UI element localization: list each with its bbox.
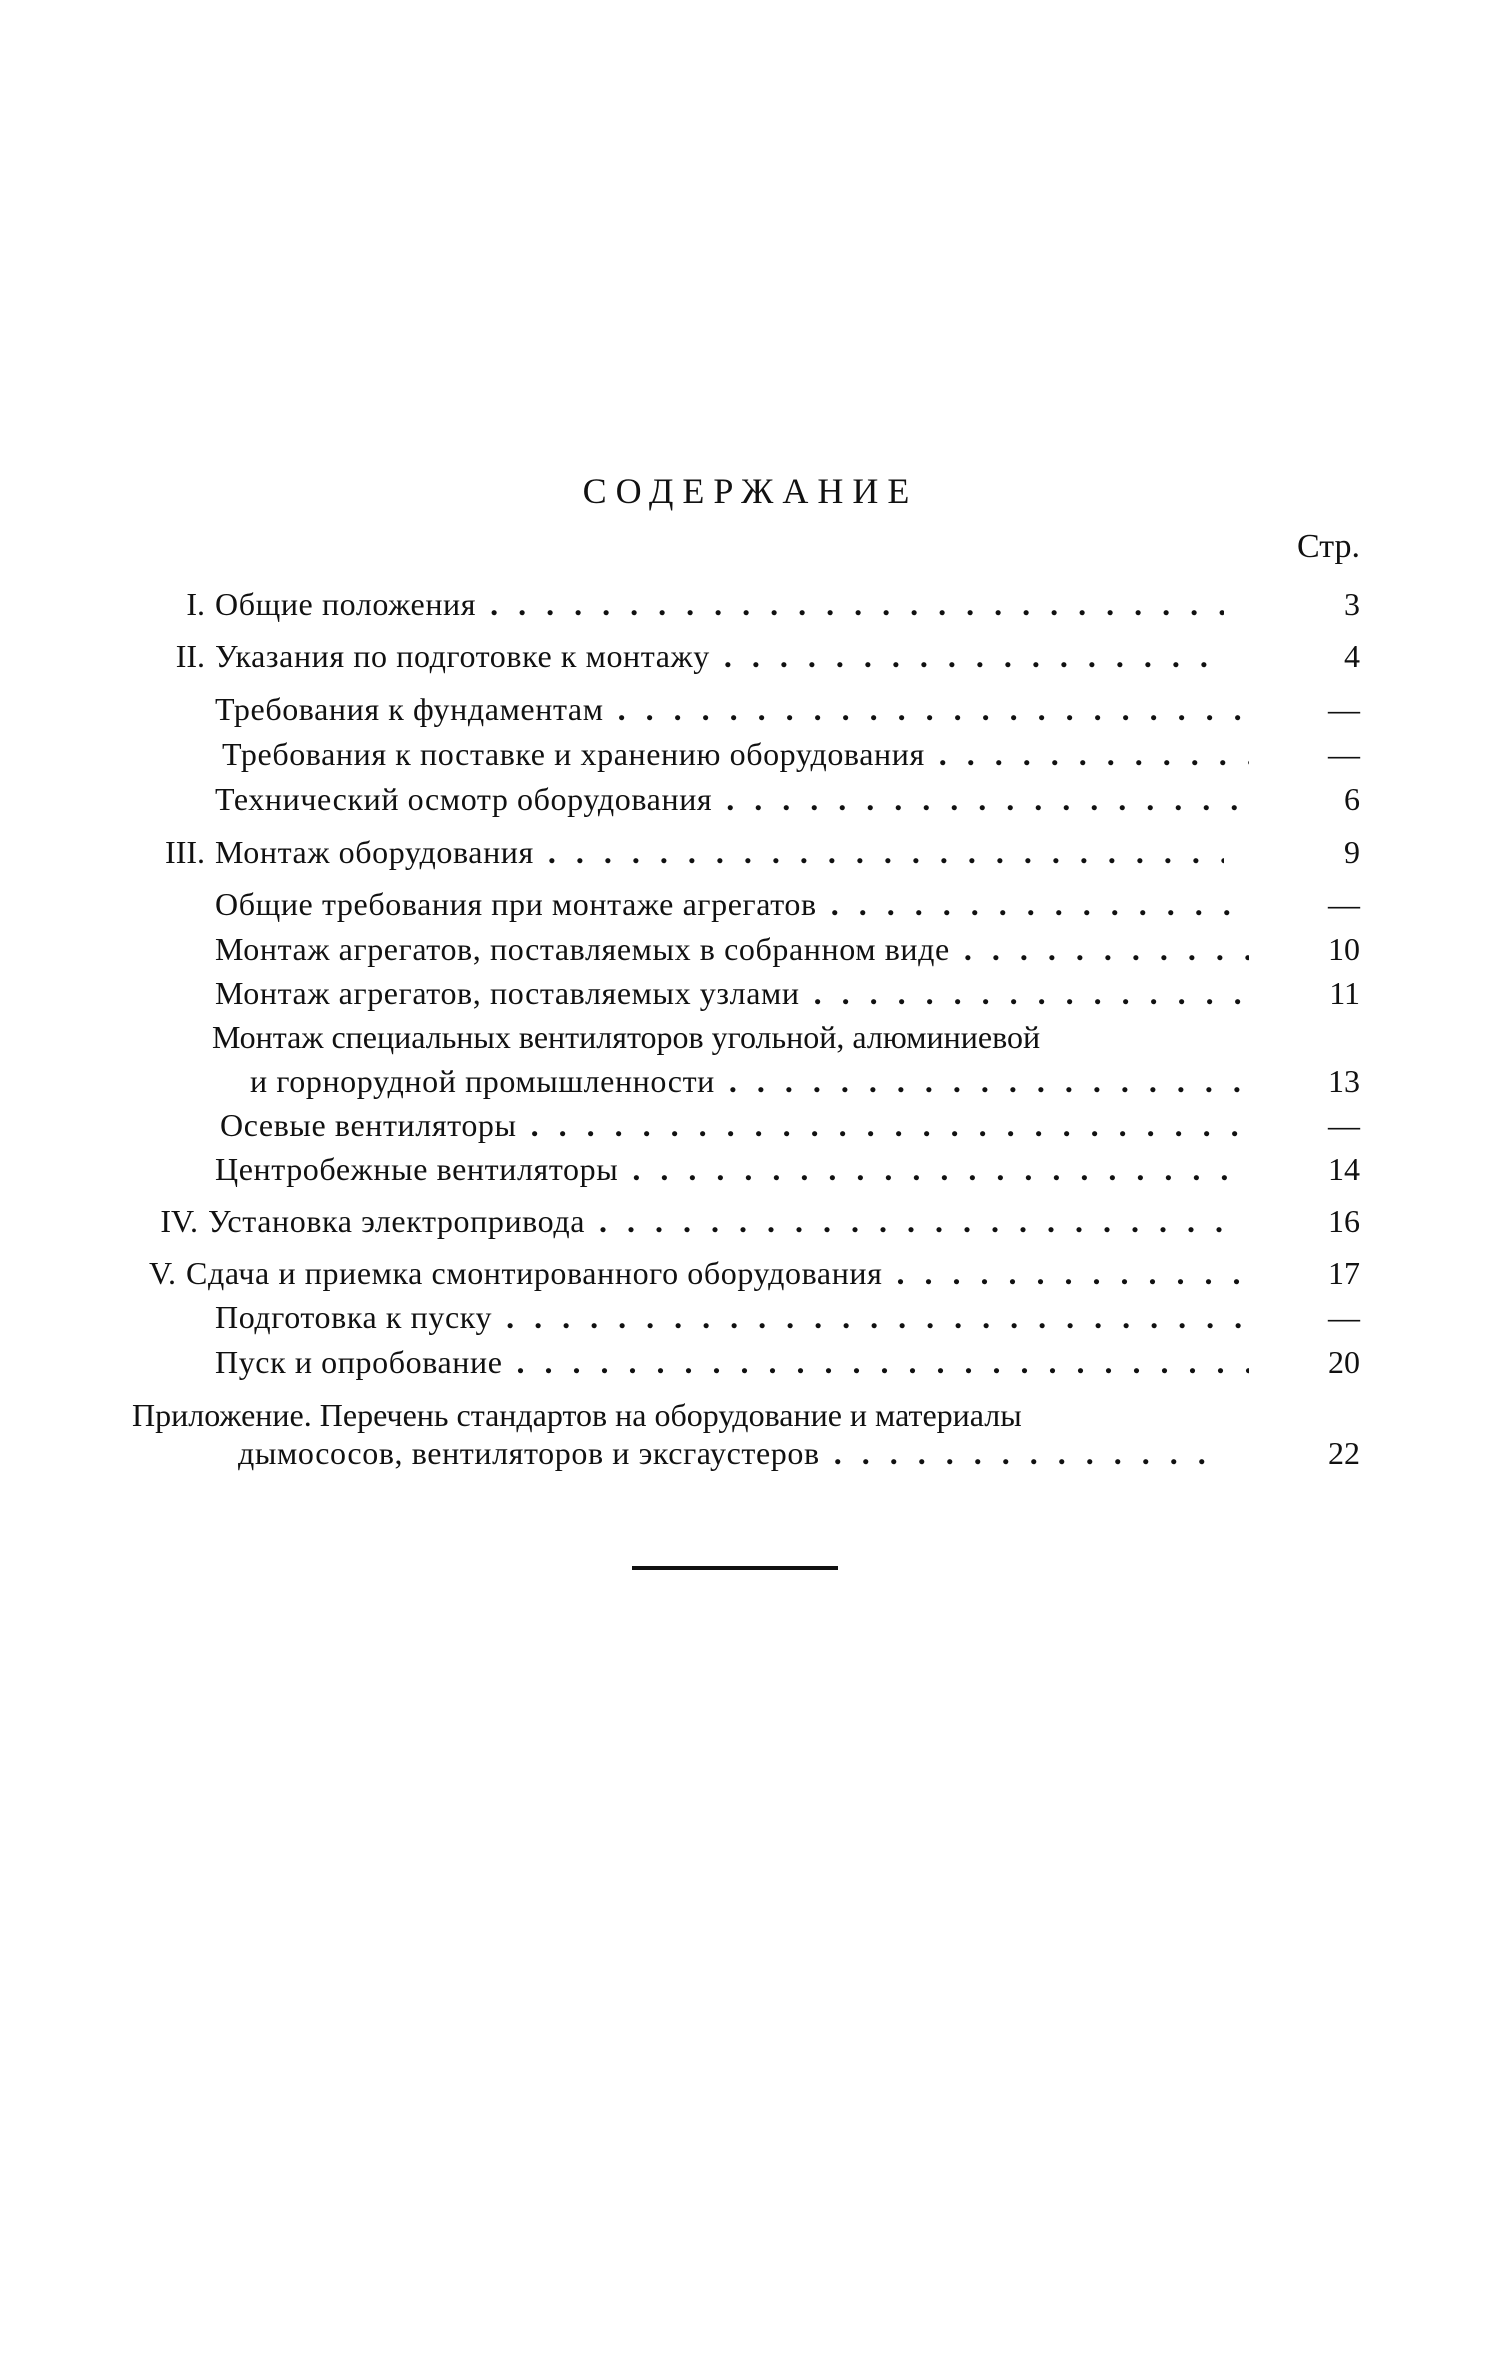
toc-entry-number: I.: [186, 586, 205, 622]
toc-entry-title: Требования к поставке и хранению оборудования: [222, 736, 925, 772]
dot-leader: [831, 885, 1249, 923]
dot-leader: [834, 1434, 1212, 1472]
dot-leader: [517, 1343, 1249, 1381]
toc-entry-title: Центробежные вентиляторы: [215, 1151, 619, 1187]
dot-leader: [814, 974, 1249, 1012]
toc-entry-page: 16: [1328, 1203, 1360, 1239]
toc-appendix-continuation[interactable]: [238, 1434, 1218, 1472]
toc-entry-number: III.: [165, 834, 205, 870]
toc-entry-page: —: [1328, 886, 1360, 922]
toc-entry-page: 13: [1328, 1063, 1360, 1099]
toc-entry-page: 17: [1328, 1255, 1360, 1291]
toc-entry-page: 10: [1328, 931, 1360, 967]
dot-leader: [896, 1254, 1249, 1292]
toc-subentry[interactable]: [215, 780, 1255, 818]
toc-entry-page: 3: [1344, 586, 1360, 622]
dot-leader: [964, 930, 1249, 968]
toc-entry-page: —: [1328, 1107, 1360, 1143]
toc-entry-page: 6: [1344, 781, 1360, 817]
toc-entry-title: Осевые вентиляторы: [220, 1107, 517, 1143]
toc-entry-page: —: [1328, 1299, 1360, 1335]
toc-entry-title: Подготовка к пуску: [215, 1299, 493, 1335]
toc-entry-title: Сдача и приемка смонтированного оборудования: [186, 1255, 883, 1291]
toc-entry-title: Общие положения: [215, 586, 477, 622]
toc-appendix-title[interactable]: Приложение. Перечень стандартов на оборудование и материалы: [132, 1397, 1022, 1433]
toc-entry-title: Монтаж агрегатов, поставляемых в собранном виде: [215, 931, 950, 967]
toc-subentry[interactable]: [215, 974, 1255, 1012]
toc-entry-title: Указания по подготовке к монтажу: [215, 638, 710, 674]
dot-leader: [724, 637, 1224, 675]
dot-leader: [506, 1298, 1249, 1336]
toc-entry-page: —: [1328, 736, 1360, 772]
toc-entry-title: Монтаж агрегатов, поставляемых узлами: [215, 975, 800, 1011]
closing-rule: [632, 1566, 838, 1570]
dot-leader: [632, 1150, 1249, 1188]
dot-leader: [548, 833, 1224, 871]
toc-entry-title-continuation: дымососов, вентиляторов и эксгаустеров: [238, 1435, 820, 1471]
dot-leader: [599, 1202, 1224, 1240]
toc-subentry[interactable]: [215, 930, 1255, 968]
toc-entry[interactable]: [150, 833, 1230, 871]
toc-entry-page: 14: [1328, 1151, 1360, 1187]
toc-entry-number: IV.: [160, 1203, 198, 1239]
toc-entry-title: Технический осмотр оборудования: [215, 781, 713, 817]
toc-entry-title: Пуск и опробование: [215, 1344, 503, 1380]
toc-entry-title: Монтаж оборудования: [215, 834, 534, 870]
toc-entry[interactable]: [150, 637, 1230, 675]
dot-leader: [729, 1062, 1249, 1100]
toc-entry-title: Требования к фундаментам: [215, 691, 604, 727]
page-title: СОДЕРЖАНИЕ: [582, 471, 919, 511]
toc-entry-title: Установка электропривода: [208, 1203, 586, 1239]
toc-entry-title: Общие требования при монтаже агрегатов: [215, 886, 817, 922]
dot-leader: [939, 735, 1249, 773]
dot-leader: [490, 585, 1224, 623]
toc-entry-page: 11: [1329, 975, 1360, 1011]
toc-subentry[interactable]: [215, 1298, 1255, 1336]
toc-subentry[interactable]: [215, 1343, 1255, 1381]
toc-subentry-continuation[interactable]: [250, 1062, 1255, 1100]
toc-subentry[interactable]: [215, 885, 1255, 923]
dot-leader: [726, 780, 1249, 818]
toc-subentry[interactable]: [215, 690, 1255, 728]
toc-entry-page: 20: [1328, 1344, 1360, 1380]
toc-subentry-title[interactable]: Монтаж специальных вентиляторов угольной, алюминиевой: [212, 1019, 1041, 1055]
toc-entry-title-continuation: и горнорудной промышленности: [250, 1063, 715, 1099]
toc-entry-number: II.: [175, 638, 205, 674]
toc-entry-number: V.: [149, 1255, 176, 1291]
toc-entry-page: 22: [1328, 1435, 1360, 1471]
dot-leader: [618, 690, 1249, 728]
toc-entry[interactable]: [130, 1202, 1230, 1240]
dot-leader: [531, 1106, 1249, 1144]
toc-entry-page: —: [1328, 691, 1360, 727]
page-column-label: Стр.: [1296, 528, 1360, 565]
toc-subentry[interactable]: [222, 735, 1255, 773]
toc-entry[interactable]: [150, 585, 1230, 623]
toc-subentry[interactable]: [215, 1150, 1255, 1188]
toc-entry-page: 9: [1344, 834, 1360, 870]
toc-entry-page: 4: [1344, 638, 1360, 674]
toc-subentry[interactable]: [220, 1106, 1255, 1144]
toc-entry[interactable]: [130, 1254, 1255, 1292]
